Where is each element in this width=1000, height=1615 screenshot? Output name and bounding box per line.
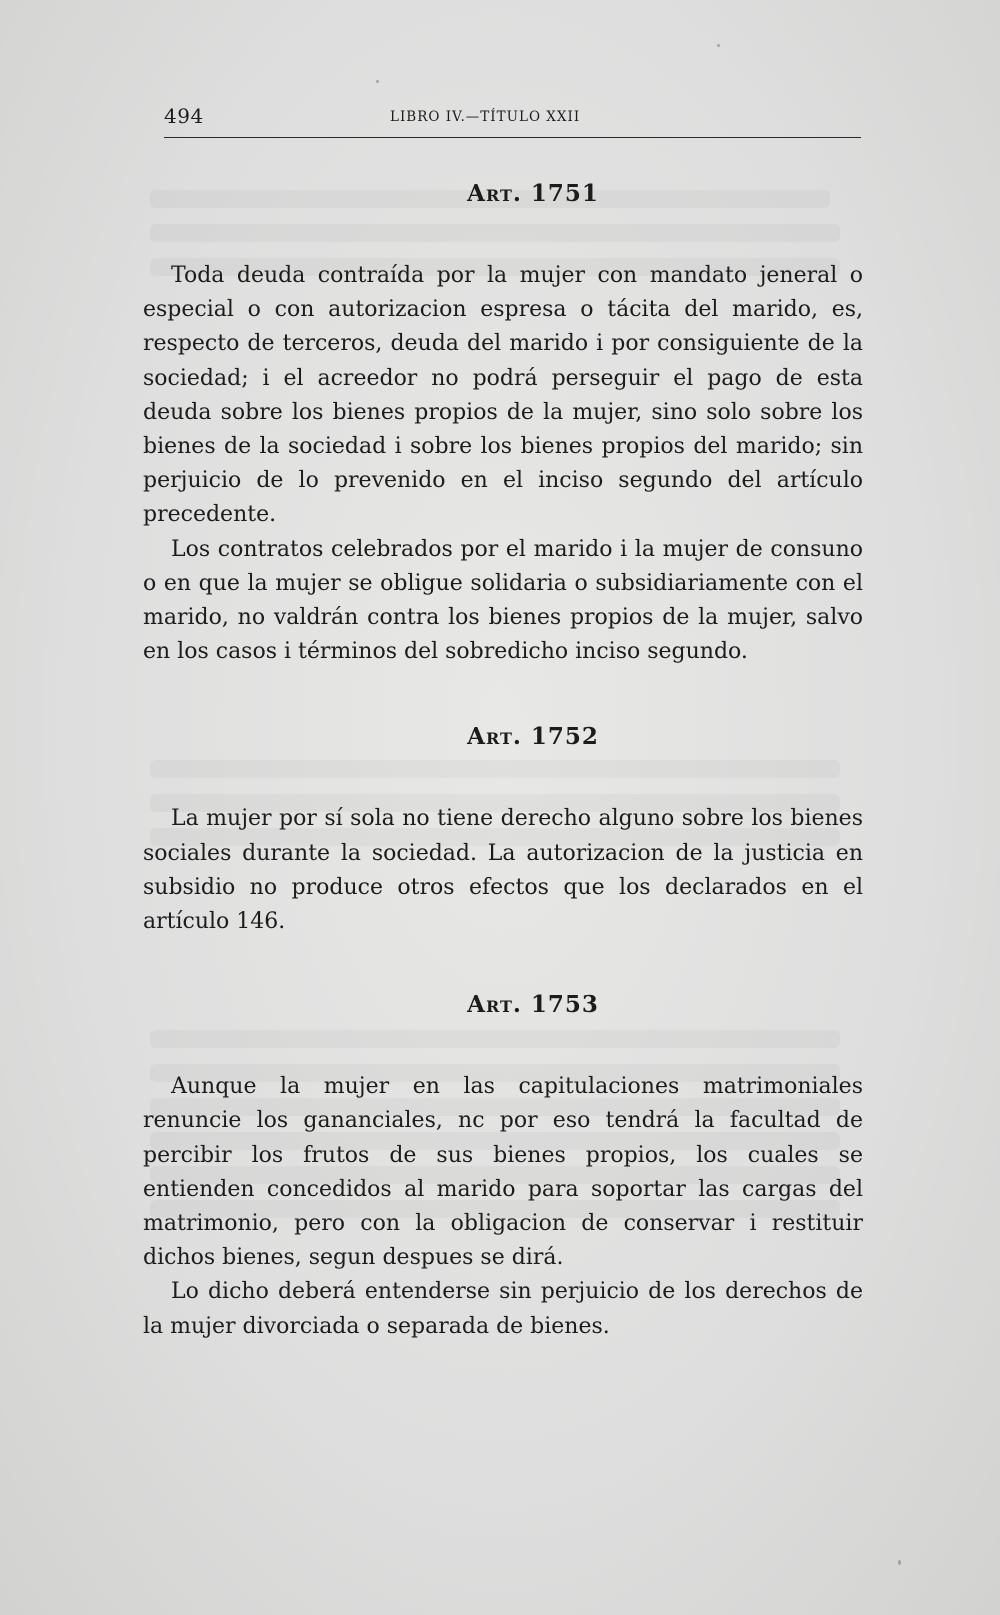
article-heading: Art. 1752 bbox=[467, 723, 599, 751]
paper-speck bbox=[717, 44, 720, 47]
page-body bbox=[143, 180, 863, 1344]
article-paragraph: Lo dicho deberá entenderse sin perjuicio de los derechos de la mujer divorciada o separada de bienes. bbox=[143, 1279, 863, 1339]
paper-speck bbox=[898, 1560, 901, 1565]
article-1752 bbox=[143, 723, 863, 939]
article-heading: Art. 1751 bbox=[467, 180, 599, 207]
page-header bbox=[164, 104, 860, 134]
article-paragraph: Los contratos celebrados por el marido i la mujer de consuno o en que la mujer se obligue solidaria o subsidiariamente con el marido, no valdrán contra los bienes propios de la mujer, salvo en los casos i términos del sobredicho inciso segundo. bbox=[143, 536, 863, 665]
article-paragraph: Aunque la mujer en las capitulaciones matrimoniales renuncie los gananciales, nc por eso tendrá la facultad de percibir los frutos de sus bienes propios, los cuales se entienden concedidos al marido para soportar las cargas del matrimonio, pero con la obligacion de conservar i restituir dichos bienes, segun despues se dirá. bbox=[143, 1074, 863, 1271]
article-1751 bbox=[143, 180, 863, 669]
page-number: 494 bbox=[164, 104, 204, 128]
article-paragraph: La mujer por sí sola no tiene derecho alguno sobre los bienes sociales durante la sociedad. La autorizacion de la justicia en subsidio no produce otros efectos que los declarados en el artículo 146. bbox=[143, 806, 863, 935]
running-head: LIBRO IV.—TÍTULO XXII bbox=[390, 109, 581, 125]
article-heading: Art. 1753 bbox=[467, 991, 599, 1019]
paper-speck bbox=[376, 80, 379, 83]
header-rule bbox=[164, 137, 861, 138]
article-paragraph: Toda deuda contraída por la mujer con mandato jeneral o especial o con autorizacion espresa o tácita del marido, es, respecto de terceros, deuda del marido i por consiguiente de la sociedad; i el acreedor no podrá perseguir el pago de esta deuda sobre los bienes propios de la mujer, sino solo sobre los bienes de la sociedad i sobre los bienes propios del marido; sin perjuicio de lo prevenido en el inciso segundo del artículo precedente. bbox=[143, 263, 863, 528]
article-1753 bbox=[143, 991, 863, 1344]
